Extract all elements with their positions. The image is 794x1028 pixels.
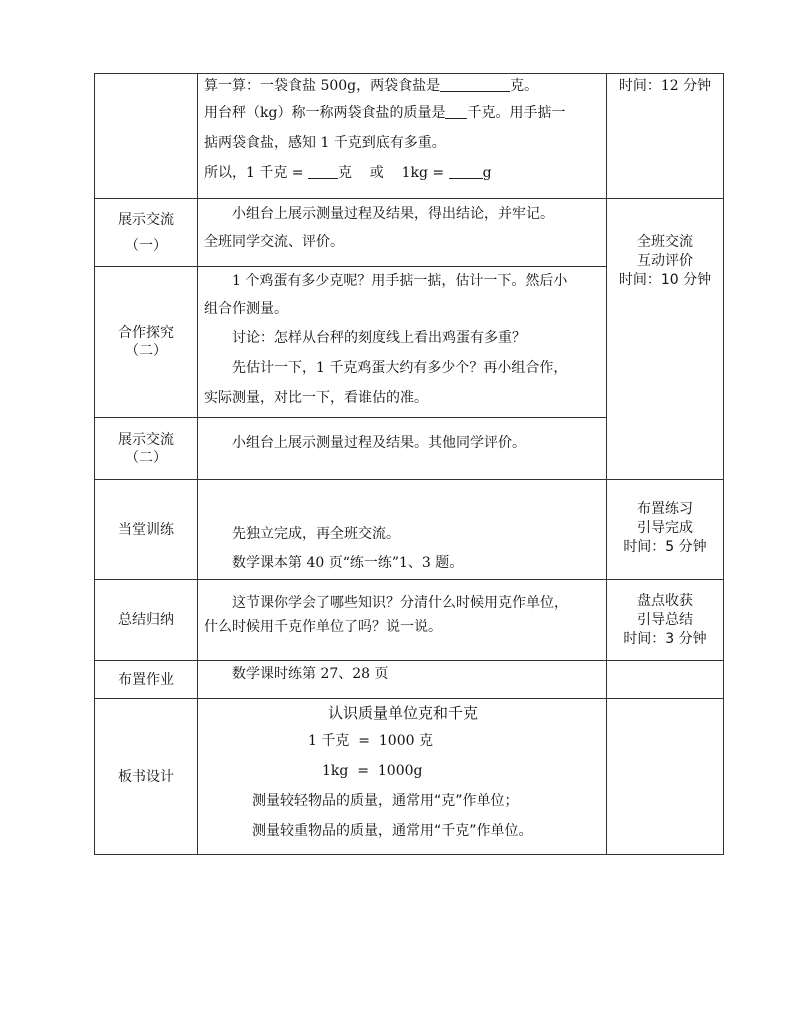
answer-blank-kilograms <box>445 104 467 119</box>
intro-row <box>95 74 724 199</box>
show1-line-1: 小组台上展示测量过程及结果，得出结论，并牢记。 <box>232 206 554 222</box>
group-note-line-1: 全班交流 <box>637 234 693 250</box>
show1-content-cell <box>198 199 607 267</box>
intro-content-cell <box>198 74 607 199</box>
show2-line-1: 小组台上展示测量过程及结果。其他同学评价。 <box>232 435 526 451</box>
summary-line-2: 什么时候用千克作单位了吗？说一说。 <box>204 619 442 635</box>
coop-line-2: 组合作测量。 <box>204 301 288 317</box>
coop-label-cell <box>95 267 198 418</box>
intro-line-3: 掂两袋食盐，感知 1 千克到底有多重。 <box>204 135 446 151</box>
board-line-4: 测量较重物品的质量，通常用“千克”作单位。 <box>252 823 533 839</box>
board-content-cell <box>198 699 607 855</box>
summary-note-cell <box>607 580 724 661</box>
coop-line-5: 实际测量，对比一下，看谁估的准。 <box>204 390 428 406</box>
coop-label-sub: （二） <box>125 343 167 359</box>
homework-label: 布置作业 <box>118 671 174 688</box>
show2-label-cell <box>95 418 198 480</box>
summary-label-cell <box>95 580 198 661</box>
board-line-2: 1kg = 1000g <box>322 763 423 779</box>
homework-content-cell <box>198 661 607 699</box>
show1-label-cell <box>95 199 198 267</box>
summary-label: 总结归纳 <box>118 612 174 628</box>
answer-blank-kg-to-g-2 <box>449 164 483 179</box>
board-label-cell <box>95 699 198 855</box>
coop-line-1: 1 个鸡蛋有多少克呢？用手掂一掂，估计一下。然后小 <box>232 273 568 289</box>
board-label: 板书设计 <box>118 768 174 785</box>
board-line-1: 1 千克 = 1000 克 <box>308 733 433 749</box>
intro-line-2: 用台秤（kg）称一称两袋食盐的质量是 千克。用手掂一 <box>204 105 566 121</box>
answer-blank-grams <box>440 77 510 92</box>
intro-label-cell <box>95 74 198 199</box>
show1-line-2: 全班同学交流、评价。 <box>204 234 344 250</box>
answer-blank-kg-to-g <box>308 164 338 179</box>
intro-note-cell <box>607 74 724 199</box>
board-line-3: 测量较轻物品的质量，通常用“克”作单位； <box>252 793 519 809</box>
group-note-cell <box>607 199 724 480</box>
group-note-time: 时间：10 分钟 <box>618 272 712 288</box>
group-note-line-2: 互动评价 <box>637 253 693 269</box>
summary-note-time: 时间：3 分钟 <box>623 631 707 647</box>
homework-row <box>95 661 724 699</box>
show1-row <box>95 199 724 267</box>
practice-line-2: 数学课本第 40 页“练一练”1、3 题。 <box>232 555 464 571</box>
show2-label-sub: （二） <box>125 449 167 466</box>
coop-line-4: 先估计一下，1 千克鸡蛋大约有多少个？再小组合作， <box>232 360 568 376</box>
summary-content-cell <box>198 580 607 661</box>
show1-label-sub: （一） <box>125 237 167 254</box>
intro-line-1: 算一算：一袋食盐 500g，两袋食盐是 克。 <box>204 78 539 94</box>
lesson-plan-table <box>94 73 724 855</box>
coop-content-cell <box>198 267 607 418</box>
practice-content-cell <box>198 480 607 580</box>
homework-note-cell <box>607 661 724 699</box>
practice-label-cell <box>95 480 198 580</box>
summary-note-line-2: 引导总结 <box>637 612 693 628</box>
intro-time-note: 时间：12 分钟 <box>618 78 712 94</box>
show1-label: 展示交流 <box>118 211 174 228</box>
practice-note-time: 时间：5 分钟 <box>623 539 707 555</box>
show2-content-cell <box>198 418 607 480</box>
show2-label: 展示交流 <box>118 431 174 448</box>
homework-line-1: 数学课时练第 27、28 页 <box>232 666 389 682</box>
board-row <box>95 699 724 855</box>
board-note-cell <box>607 699 724 855</box>
intro-line-4: 所以，1 千克 = 克 或 1kg = g <box>204 165 492 181</box>
summary-row <box>95 580 724 661</box>
practice-label: 当堂训练 <box>118 521 174 538</box>
practice-note-line-2: 引导完成 <box>637 520 693 536</box>
summary-note-line-1: 盘点收获 <box>637 593 693 609</box>
practice-line-1: 先独立完成，再全班交流。 <box>232 526 400 542</box>
coop-label: 合作探究 <box>118 325 174 341</box>
board-title: 认识质量单位克和千克 <box>327 704 478 722</box>
coop-line-3: 讨论：怎样从台秤的刻度线上看出鸡蛋有多重？ <box>232 330 526 346</box>
practice-note-cell <box>607 480 724 580</box>
homework-label-cell <box>95 661 198 699</box>
practice-note-line-1: 布置练习 <box>637 501 693 517</box>
summary-line-1: 这节课你学会了哪些知识？分清什么时候用克作单位， <box>232 595 568 611</box>
practice-row <box>95 480 724 580</box>
